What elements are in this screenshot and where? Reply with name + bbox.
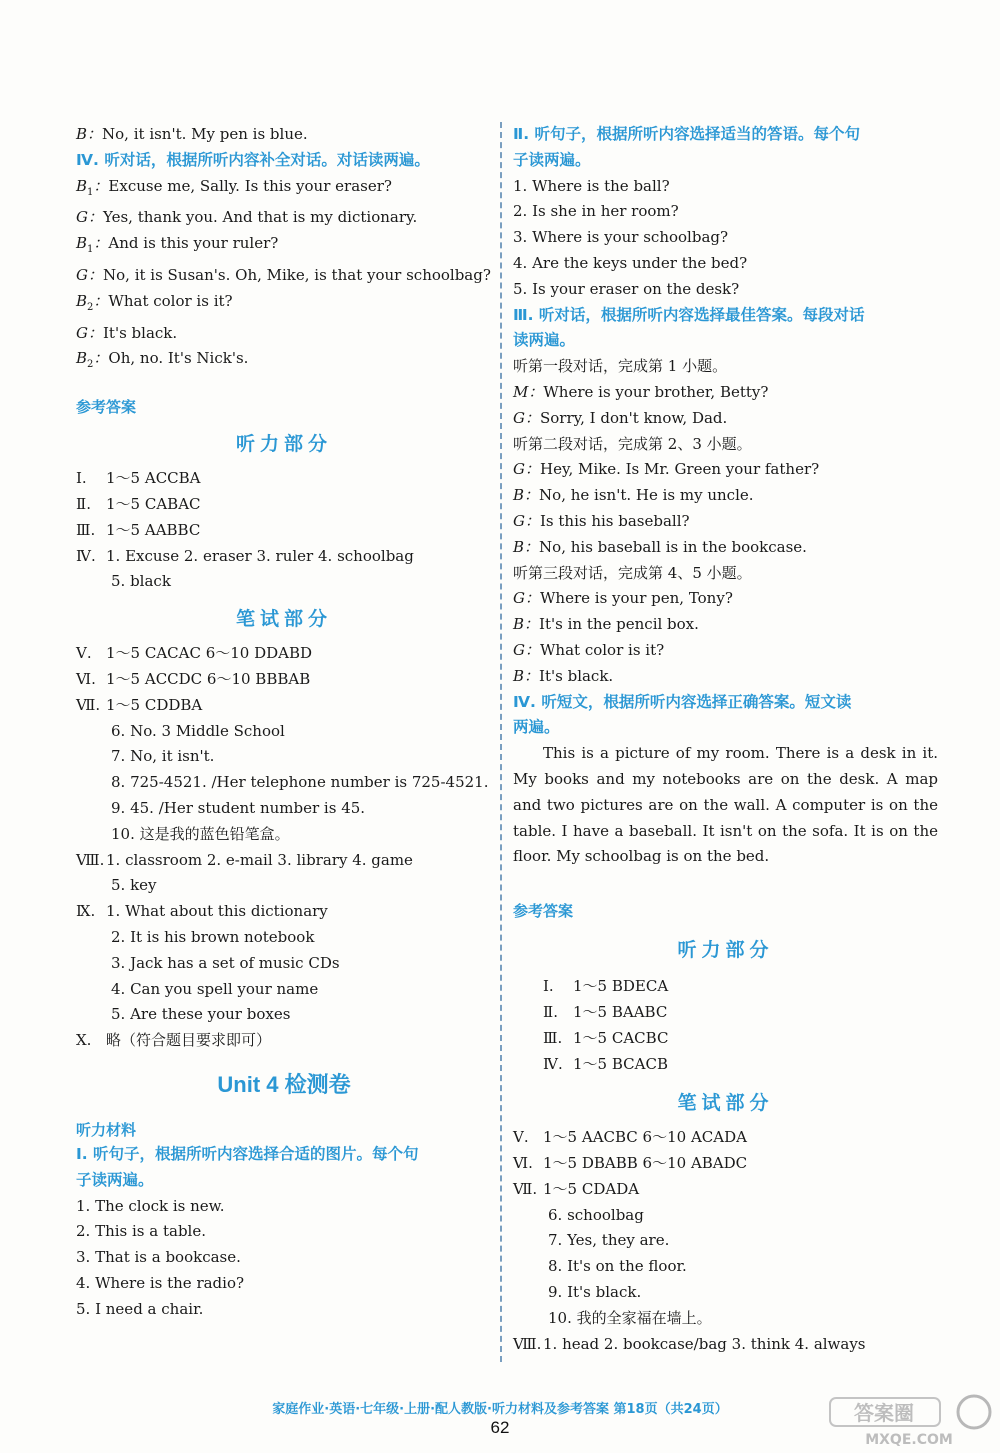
answer-header: 参考答案: [76, 398, 137, 417]
dialog-line: G：What color is it?: [513, 640, 665, 659]
dialog-prompt: 听第二段对话，完成第 2、3 小题。: [513, 434, 752, 453]
listening-material-header: 听力材料: [76, 1120, 137, 1139]
passage-text: This is a picture of my room. There is a desk in it. My books and my notebooks are on the desk. A map and two pictures are on the wall. A computer is on the table. I have a baseball. It isn't on the sofa. It is on the floor. My schoolbag is on the bed.: [513, 744, 938, 866]
dialog-line: B：No, he isn't. He is my uncle.: [513, 486, 754, 505]
answer-row: 6. No. 3 Middle School: [111, 721, 285, 740]
answer-row: Ⅷ. 1. classroom 2. e-mail 3. library 4. game: [76, 850, 413, 869]
answer-row: Ⅶ. 1～5 CDADA: [513, 1179, 640, 1198]
dialog-line: $B_2$：Oh, no. It's Nick's.: [76, 349, 249, 371]
sentence-item: 1. The clock is new.: [76, 1196, 225, 1215]
dialog-line: G：No, it is Susan's. Oh, Mike, is that your schoolbag?: [76, 265, 491, 284]
dialog-line: G：Is this his baseball?: [513, 511, 690, 530]
dialog-line: G：Where is your pen, Tony?: [513, 589, 733, 608]
section-instruction: Ⅱ. 听句子，根据所听内容选择适当的答语。每个句: [513, 125, 860, 143]
section-instruction: 子读两遍。: [76, 1170, 154, 1189]
dialog-line: B：It's black.: [513, 666, 614, 685]
dialog-line: M：Where is your brother, Betty?: [513, 382, 769, 401]
answer-row: Ⅴ. 1～5 AACBC 6～10 ACADA: [513, 1128, 747, 1147]
answer-row: Ⅱ. 1～5 CABAC: [76, 494, 201, 513]
answer-row: Ⅳ. 1. Excuse 2. eraser 3. ruler 4. schoolbag: [76, 546, 414, 565]
answer-row: 5. key: [111, 876, 157, 895]
watermark-logo: [824, 1392, 994, 1448]
answer-row: 7. No, it isn't.: [111, 747, 215, 766]
dialog-prompt: 听第三段对话，完成第 4、5 小题。: [513, 563, 752, 582]
answer-row: Ⅲ. 1～5 CACBC: [543, 1028, 669, 1047]
answer-row: 4. Can you spell your name: [111, 979, 319, 998]
left-column: [76, 122, 492, 1322]
section-instruction: Ⅳ. 听短文，根据所听内容选择正确答案。短文读: [513, 692, 852, 711]
dialog-line: B：It's in the pencil box.: [513, 615, 699, 634]
question-item: 1. Where is the ball?: [513, 176, 670, 195]
answer-row: 5. Are these your boxes: [111, 1005, 291, 1024]
dialog-prompt: 听第一段对话，完成第 1 小题。: [513, 357, 728, 376]
answer-row: Ⅵ. 1～5 ACCDC 6～10 BBBAB: [76, 669, 311, 688]
section-title-listening: 听力部分: [677, 939, 774, 962]
question-item: 3. Where is your schoolbag?: [513, 228, 729, 247]
answer-row: Ⅳ. 1～5 BCACB: [543, 1054, 668, 1073]
dialog-line: G：Sorry, I don't know, Dad.: [513, 408, 728, 427]
sentence-item: 3. That is a bookcase.: [76, 1248, 241, 1267]
answer-row: Ⅰ. 1～5 BDECA: [543, 977, 669, 996]
sentence-item: 2. This is a table.: [76, 1222, 206, 1241]
dialog-line: $B_1$：And is this your ruler?: [76, 234, 279, 256]
section-instruction: Ⅰ. 听句子，根据所听内容选择合适的图片。每个句: [76, 1144, 419, 1163]
section-instruction: 读两遍。: [513, 331, 576, 350]
answer-row: 7. Yes, they are.: [548, 1231, 670, 1250]
answer-row: Ⅶ. 1～5 CDDBA: [76, 695, 203, 714]
answer-row: 6. schoolbag: [548, 1205, 644, 1224]
answer-row: 5. black: [111, 572, 171, 591]
page-footer: 家庭作业·英语·七年级·上册·配人教版·听力材料及参考答案 第18页（共24页）: [272, 1402, 728, 1417]
sentence-item: 4. Where is the radio?: [76, 1273, 245, 1292]
answer-row: Ⅴ. 1～5 CACAC 6～10 DDABD: [76, 644, 313, 663]
question-item: 4. Are the keys under the bed?: [513, 253, 748, 272]
dialog-line: $B_1$：Excuse me, Sally. Is this your eraser?: [76, 176, 392, 198]
answer-row: 2. It is his brown notebook: [111, 927, 315, 946]
answer-row: Ⅸ. 1. What about this dictionary: [76, 902, 328, 921]
section-instruction: 子读两遍。: [513, 150, 591, 169]
section-instruction: Ⅳ. 听对话，根据所听内容补全对话。对话读两遍。: [76, 150, 430, 169]
dialog-line: $B_2$：What color is it?: [76, 291, 233, 313]
svg-text:答案圈: 答案圈: [854, 1401, 914, 1425]
sentence-item: 5. I need a chair.: [76, 1299, 204, 1318]
unit-title: Unit 4 检测卷: [217, 1071, 351, 1097]
section-title-written: 笔试部分: [235, 608, 332, 631]
answer-row: Ⅰ. 1～5 ACCBA: [76, 469, 201, 488]
answer-row: 9. It's black.: [548, 1283, 642, 1302]
section-title-listening: 听力部分: [235, 433, 332, 456]
dialog-line: G：It's black.: [76, 323, 178, 342]
section-title-written: 笔试部分: [677, 1092, 774, 1115]
section-instruction: 两遍。: [513, 718, 560, 737]
question-item: 5. Is your eraser on the desk?: [513, 279, 740, 298]
answer-row: 8. 725-4521. /Her telephone number is 725-4521.: [111, 773, 489, 792]
answer-row: Ⅹ. 略（符合题目要求即可）: [76, 1031, 272, 1050]
svg-text:MXQE.COM: MXQE.COM: [865, 1432, 953, 1448]
answer-row: 10. 这是我的蓝色铅笔盒。: [111, 824, 290, 843]
page-number: 62: [490, 1418, 510, 1437]
section-instruction: Ⅲ. 听对话，根据所听内容选择最佳答案。每段对话: [513, 305, 865, 324]
question-item: 2. Is she in her room?: [513, 202, 679, 221]
dialog-line: G：Yes, thank you. And that is my dictionary.: [76, 208, 418, 227]
answer-row: 9. 45. /Her student number is 45.: [111, 798, 366, 817]
dialog-line: B：No, it isn't. My pen is blue.: [76, 125, 308, 143]
answer-row: Ⅱ. 1～5 BAABC: [543, 1002, 668, 1021]
column-divider: [500, 122, 502, 1362]
answer-row: Ⅲ. 1～5 AABBC: [76, 520, 201, 539]
dialog-line: G：Hey, Mike. Is Mr. Green your father?: [513, 460, 820, 479]
answer-row: 8. It's on the floor.: [548, 1257, 687, 1276]
answer-row: 10. 我的全家福在墙上。: [548, 1308, 712, 1327]
answer-row: 3. Jack has a set of music CDs: [111, 953, 340, 972]
answer-header: 参考答案: [513, 902, 574, 921]
answer-row: Ⅷ. 1. head 2. bookcase/bag 3. think 4. always: [513, 1334, 866, 1353]
right-column: [513, 122, 938, 1357]
answer-row: Ⅵ. 1～5 DBABB 6～10 ABADC: [513, 1154, 748, 1173]
dialog-line: B：No, his baseball is in the bookcase.: [513, 537, 807, 556]
